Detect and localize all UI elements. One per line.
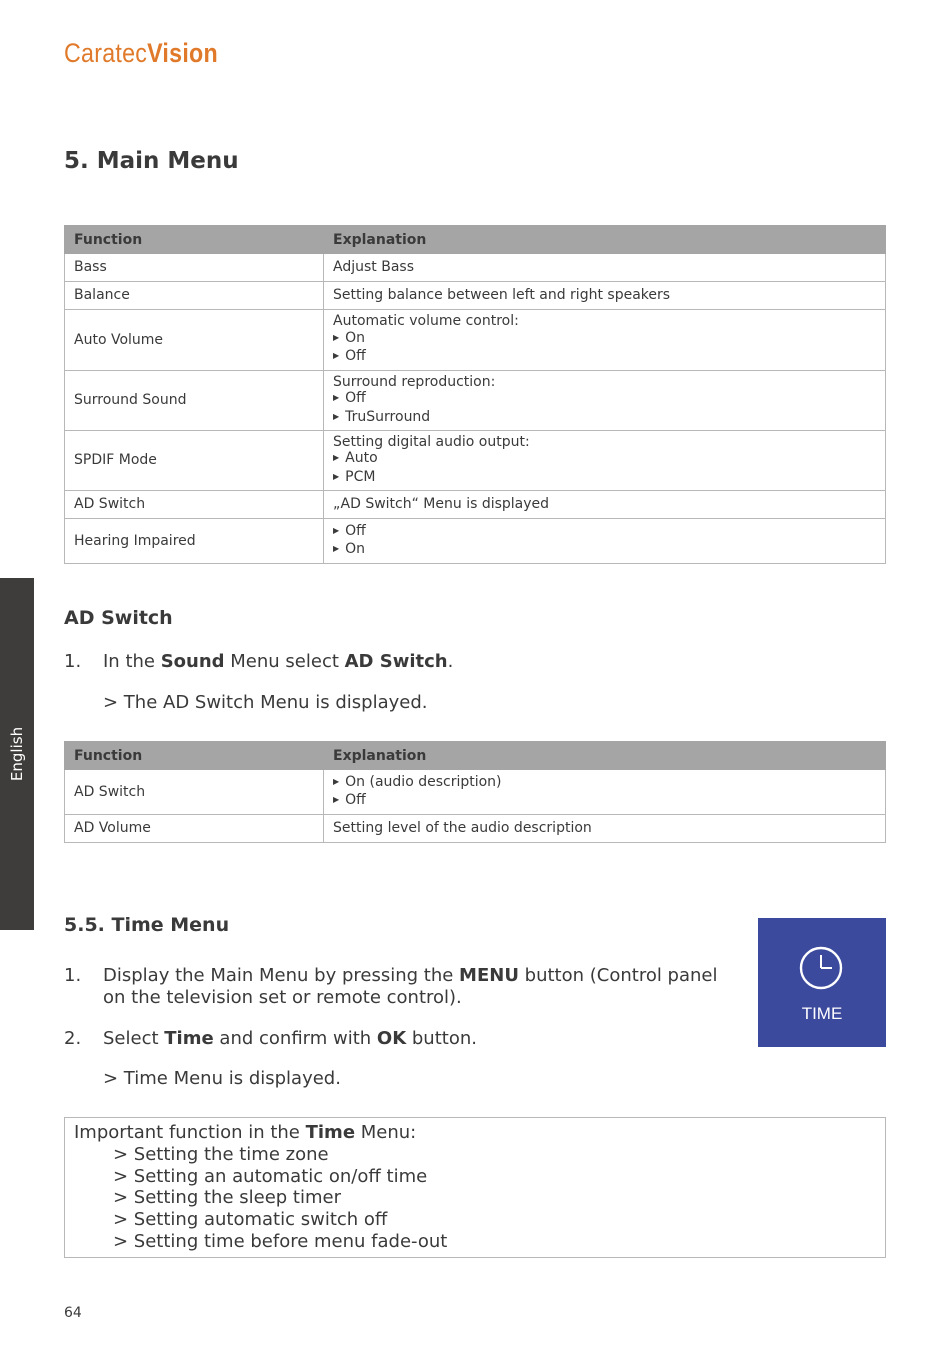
explanation-cell	[324, 310, 886, 371]
table-row	[65, 491, 886, 519]
option-item: ▶ Off	[333, 390, 876, 409]
intro-text: Menu:	[355, 1122, 417, 1143]
explanation-cell	[324, 815, 886, 843]
step-text: button.	[406, 1028, 477, 1049]
time-menu-result: > Time Menu is displayed.	[103, 1068, 341, 1089]
table-row	[65, 310, 886, 371]
explanation-text: Adjust Bass	[333, 259, 414, 276]
explanation-text: Setting balance between left and right speakers	[333, 287, 671, 304]
step-text: button (Control panel on the television set or remote control).	[103, 965, 718, 1008]
brand-part1: Caratec	[64, 38, 148, 68]
step-text: Display the Main Menu by pressing the	[103, 965, 460, 986]
side-tab-label: English	[8, 726, 26, 782]
step-bold-sound: Sound	[160, 651, 225, 672]
explanation-text: Automatic volume control:	[333, 313, 519, 330]
function-cell: Bass	[65, 254, 324, 282]
option-item: ▶ On	[333, 330, 876, 349]
list-item: > Setting time before menu fade-out	[113, 1230, 448, 1252]
table-header-row	[65, 226, 886, 254]
list-item: > Setting an automatic on/off time	[113, 1165, 428, 1187]
function-cell: Auto Volume	[65, 310, 324, 371]
table-row	[65, 282, 886, 310]
option-item: ▶ On	[333, 541, 876, 560]
page-title: 5. Main Menu	[64, 148, 239, 174]
page-number: 64	[64, 1305, 82, 1321]
option-item: ▶ Auto	[333, 450, 876, 469]
table-row	[65, 519, 886, 564]
ad-switch-table	[64, 741, 886, 843]
time-menu-tile	[758, 918, 886, 1047]
brand-part2: Vision	[147, 38, 218, 68]
table-row	[65, 431, 886, 491]
explanation-cell	[324, 431, 886, 491]
function-cell: SPDIF Mode	[65, 431, 324, 491]
explanation-text: Setting level of the audio description	[333, 820, 592, 837]
step-number: 1.	[64, 965, 82, 986]
explanation-cell	[324, 770, 886, 815]
column-header-explanation: Explanation	[324, 226, 886, 254]
step-text: In the	[103, 651, 161, 672]
option-item: ▶ TruSurround	[333, 409, 876, 428]
clock-icon	[798, 945, 844, 991]
function-cell: Surround Sound	[65, 371, 324, 431]
explanation-text: „AD Switch“ Menu is displayed	[333, 496, 550, 513]
function-cell: AD Switch	[65, 770, 324, 815]
step-bold-menu: MENU	[459, 965, 519, 986]
option-item: ▶ Off	[333, 792, 876, 811]
step-text: .	[447, 651, 454, 672]
explanation-cell	[324, 254, 886, 282]
list-item: > Setting automatic switch off	[113, 1209, 388, 1231]
option-item: ▶ Off	[333, 523, 876, 542]
time-tile-label: TIME	[801, 1004, 843, 1023]
main-menu-table	[64, 225, 886, 564]
table-row	[65, 815, 886, 843]
ad-switch-step-1	[103, 651, 453, 673]
column-header-function: Function	[65, 226, 324, 254]
explanation-cell	[324, 519, 886, 564]
option-item: ▶ PCM	[333, 469, 876, 488]
explanation-cell	[324, 371, 886, 431]
step-bold-ad-switch: AD Switch	[344, 651, 448, 672]
explanation-text: Surround reproduction:	[333, 373, 496, 390]
list-item: > Setting the sleep timer	[113, 1187, 341, 1209]
explanation-text: Setting digital audio output:	[333, 433, 530, 450]
brand-logo	[64, 38, 218, 69]
function-cell: AD Switch	[65, 491, 324, 519]
language-side-tab	[0, 578, 34, 930]
important-list	[113, 1144, 447, 1253]
time-menu-step-1	[103, 965, 743, 1009]
step-text: and confirm with	[213, 1028, 377, 1049]
step-text: Select	[103, 1028, 165, 1049]
column-header-function: Function	[65, 742, 324, 770]
explanation-cell	[324, 282, 886, 310]
table-row	[65, 254, 886, 282]
list-item: > Setting the time zone	[113, 1144, 329, 1165]
step-text: Menu select	[224, 651, 345, 672]
option-item: ▶ On (audio description)	[333, 774, 876, 793]
function-cell: Balance	[65, 282, 324, 310]
option-item: ▶ Off	[333, 348, 876, 367]
table-row	[65, 770, 886, 815]
step-number: 2.	[64, 1028, 82, 1049]
step-number: 1.	[64, 651, 82, 672]
step-bold-time: Time	[164, 1028, 214, 1049]
important-intro	[74, 1122, 416, 1144]
intro-text: Important function in the	[74, 1122, 306, 1143]
table-row	[65, 371, 886, 431]
ad-switch-result: > The AD Switch Menu is displayed.	[103, 692, 428, 713]
time-menu-title: 5.5. Time Menu	[64, 914, 230, 936]
function-cell: AD Volume	[65, 815, 324, 843]
column-header-explanation: Explanation	[324, 742, 886, 770]
intro-bold-time: Time	[305, 1122, 356, 1143]
explanation-cell	[324, 491, 886, 519]
time-menu-step-2	[103, 1028, 477, 1050]
ad-switch-title: AD Switch	[64, 607, 173, 629]
important-functions-box	[64, 1117, 886, 1258]
function-cell: Hearing Impaired	[65, 519, 324, 564]
step-bold-ok: OK	[376, 1028, 407, 1049]
table-header-row	[65, 742, 886, 770]
